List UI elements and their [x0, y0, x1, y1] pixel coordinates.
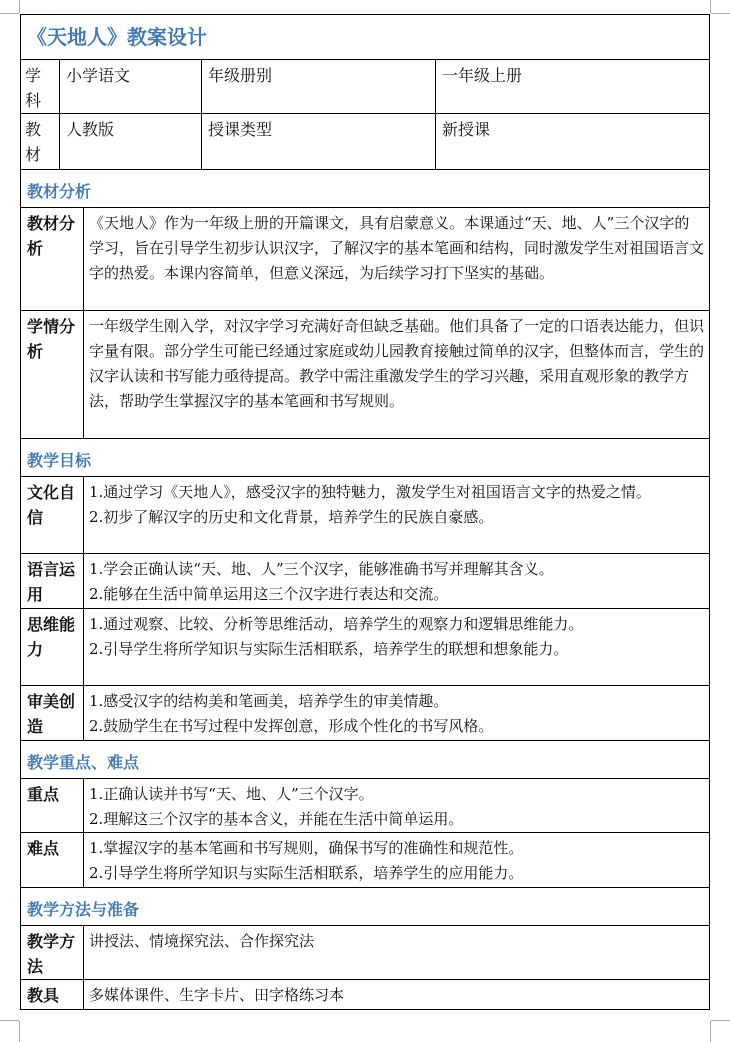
- goal-row-language: [21, 553, 709, 608]
- culture-label: 文化自信: [21, 477, 84, 553]
- student-analysis-row: [21, 310, 709, 438]
- grade-label: 年级册别: [201, 60, 435, 113]
- tools-row: [21, 979, 709, 1009]
- info-row-subject: [21, 59, 709, 113]
- textbook-value: 人教版: [59, 114, 201, 169]
- culture-goals: [84, 477, 709, 553]
- section-heading-methods: 教学方法与准备: [21, 887, 709, 925]
- aesthetic-goal-2: 2.鼓励学生在书写过程中发挥创意，形成个性化的书写风格。: [89, 717, 494, 735]
- material-analysis-label: 教材分析: [21, 208, 84, 310]
- difficulty-row: [21, 832, 709, 887]
- crop-mark: [710, 0, 711, 13]
- crop-mark: [710, 1021, 711, 1042]
- document-title: 《天地人》教案设计: [27, 25, 207, 49]
- goal-row-culture: [21, 476, 709, 553]
- crop-mark: [711, 13, 730, 14]
- crop-mark: [711, 1020, 730, 1021]
- crop-mark: [0, 13, 19, 14]
- method-row: [21, 925, 709, 979]
- lesson-type-label: 授课类型: [201, 114, 435, 169]
- subject-value: 小学语文: [59, 60, 201, 113]
- language-goals: [84, 554, 709, 608]
- crop-mark: [19, 0, 20, 13]
- difficulty-point-1: 1.掌握汉字的基本笔画和书写规则，确保书写的准确性和规范性。: [89, 839, 524, 857]
- material-analysis-row: [21, 207, 709, 310]
- culture-goal-2: 2.初步了解汉字的历史和文化背景，培养学生的民族自豪感。: [89, 508, 494, 526]
- language-label: 语言运用: [21, 554, 84, 608]
- crop-mark: [19, 1021, 20, 1042]
- thinking-label: 思维能力: [21, 609, 84, 685]
- subject-label: 学科: [25, 66, 42, 110]
- aesthetic-goals: [84, 686, 709, 740]
- culture-goal-1: 1.通过学习《天地人》，感受汉字的独特魅力，激发学生对祖国语言文字的热爱之情。: [89, 483, 651, 501]
- focus-label: 重点: [21, 779, 84, 832]
- tools-text: 多媒体课件、生字卡片、田字格练习本: [89, 986, 345, 1004]
- focus-point-1: 1.正确认读并书写“天、地、人”三个汉字。: [89, 785, 374, 803]
- lesson-plan-table: [20, 14, 710, 1010]
- difficulty-point-2: 2.引导学生将所学知识与实际生活相联系，培养学生的应用能力。: [89, 864, 524, 882]
- section-heading-key-points: 教学重点、难点: [21, 740, 709, 778]
- student-analysis-label: 学情分析: [21, 311, 84, 438]
- language-goal-2: 2.能够在生活中简单运用这三个汉字进行表达和交流。: [89, 585, 449, 603]
- aesthetic-label: 审美创造: [21, 686, 84, 740]
- thinking-goal-2: 2.引导学生将所学知识与实际生活相联系，培养学生的联想和想象能力。: [89, 640, 569, 658]
- info-row-textbook: [21, 113, 709, 169]
- crop-mark: [0, 1020, 19, 1021]
- textbook-label: 教材: [25, 120, 42, 164]
- section-heading-analysis: 教材分析: [21, 169, 709, 207]
- thinking-goal-1: 1.通过观察、比较、分析等思维活动，培养学生的观察力和逻辑思维能力。: [89, 615, 584, 633]
- aesthetic-goal-1: 1.感受汉字的结构美和笔画美，培养学生的审美情趣。: [89, 692, 449, 710]
- goal-row-aesthetic: [21, 685, 709, 740]
- method-label: 教学方法: [21, 926, 84, 979]
- grade-value: 一年级上册: [435, 60, 709, 113]
- lesson-type-value: 新授课: [435, 114, 709, 169]
- student-analysis-text: 一年级学生刚入学，对汉字学习充满好奇但缺乏基础。他们具备了一定的口语表达能力，但识字量有限。部分学生可能已经通过家庭或幼儿园教育接触过简单的汉字，但整体而言，学生的汉字认读和书写能力亟待提高。教学中需注重激发学生的学习兴趣，采用直观形象的教学方法，帮助学生掌握汉字的基本笔画和书写规则。: [89, 317, 705, 410]
- language-goal-1: 1.学会正确认读“天、地、人”三个汉字，能够准确书写并理解其含义。: [89, 560, 554, 578]
- difficulty-points: [84, 833, 709, 887]
- focus-point-2: 2.理解这三个汉字的基本含义，并能在生活中简单运用。: [89, 810, 464, 828]
- focus-row: [21, 778, 709, 832]
- tools-label: 教具: [21, 980, 84, 1009]
- difficulty-label: 难点: [21, 833, 84, 887]
- goal-row-thinking: [21, 608, 709, 685]
- thinking-goals: [84, 609, 709, 685]
- material-analysis-text: 《天地人》作为一年级上册的开篇课文，具有启蒙意义。本课通过“天、地、人”三个汉字的学习，旨在引导学生初步认识汉字，了解汉字的基本笔画和结构，同时激发学生对祖国语言文字的热爱。本课内容简单，但意义深远，为后续学习打下坚实的基础。: [89, 214, 705, 282]
- section-heading-goals: 教学目标: [21, 438, 709, 476]
- method-text: 讲授法、情境探究法、合作探究法: [89, 932, 315, 950]
- focus-points: [84, 779, 709, 832]
